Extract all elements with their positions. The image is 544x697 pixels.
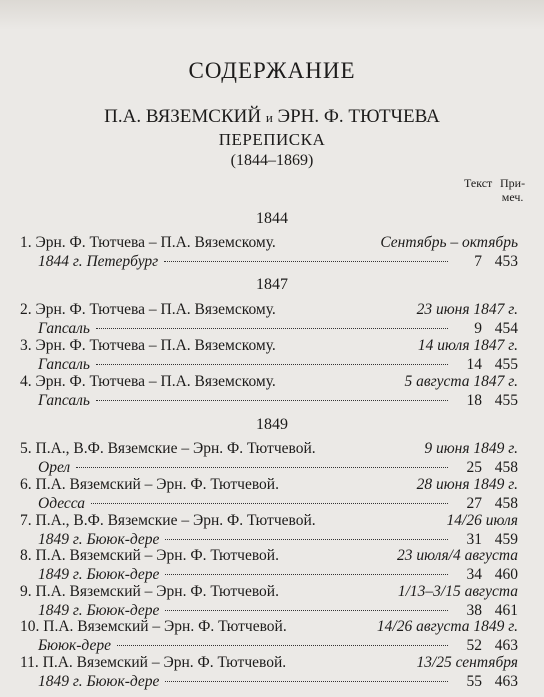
entry-date: 14/26 августа 1849 г. bbox=[376, 618, 518, 635]
dot-leader bbox=[165, 610, 448, 611]
entry-place: Одесса bbox=[38, 495, 86, 512]
authors-heading bbox=[0, 106, 544, 128]
dot-leader bbox=[96, 400, 448, 401]
dot-leader bbox=[165, 539, 448, 540]
dot-leader bbox=[96, 364, 448, 365]
entry-place: 1844 г. Петербург bbox=[38, 253, 159, 270]
text-page: 9 bbox=[474, 320, 482, 337]
year-heading: 1847 bbox=[256, 276, 288, 293]
section-years: (1844–1869) bbox=[230, 152, 314, 169]
column-head-notes-line2: меч. bbox=[501, 190, 524, 204]
column-head-text: Текст bbox=[464, 176, 493, 190]
column-head-notes-line1: При- bbox=[500, 176, 526, 190]
entry-text: 2. Эрн. Ф. Тютчева – П.А. Вяземскому. bbox=[20, 301, 276, 318]
entry-text: 6. П.А. Вяземский – Эрн. Ф. Тютчевой. bbox=[20, 476, 279, 493]
dot-leader bbox=[164, 261, 448, 262]
entry-text: 7. П.А., В.Ф. Вяземские – Эрн. Ф. Тютчевой. bbox=[20, 512, 316, 529]
text-page: 38 bbox=[466, 602, 482, 619]
note-page: 463 bbox=[494, 637, 518, 654]
note-page: 459 bbox=[494, 531, 518, 548]
dot-leader bbox=[165, 681, 448, 682]
entry-place: Гапсаль bbox=[38, 320, 90, 337]
toc-entry bbox=[20, 475, 518, 513]
year-heading: 1849 bbox=[256, 416, 288, 433]
toc-entry bbox=[20, 617, 518, 655]
entry-date: 23 июня 1847 г. bbox=[416, 301, 518, 318]
note-page: 453 bbox=[494, 253, 518, 270]
column-head-notes bbox=[500, 176, 525, 204]
note-page: 458 bbox=[494, 495, 518, 512]
toc-entry bbox=[20, 511, 518, 549]
entry-text: 8. П.А. Вяземский – Эрн. Ф. Тютчевой. bbox=[20, 547, 279, 564]
entry-place: 1849 г. Бююк-дере bbox=[38, 531, 160, 548]
dot-leader bbox=[165, 574, 448, 575]
entry-date: Сентябрь – октябрь bbox=[380, 234, 518, 251]
note-page: 460 bbox=[494, 566, 518, 583]
author-tyutcheva: ЭРН. Ф. ТЮТЧЕВА bbox=[277, 106, 440, 127]
entry-place: Бююк-дере bbox=[38, 637, 111, 654]
dot-leader bbox=[117, 645, 448, 646]
author-vyazemsky: П.А. ВЯЗЕМСКИЙ bbox=[104, 106, 262, 127]
text-page: 34 bbox=[466, 566, 482, 583]
previous-page-bleed bbox=[0, 0, 544, 30]
note-page: 463 bbox=[494, 673, 518, 690]
entry-text: 1. Эрн. Ф. Тютчева – П.А. Вяземскому. bbox=[20, 234, 276, 251]
note-page: 455 bbox=[494, 356, 518, 373]
entry-place: 1849 г. Бююк-дере bbox=[38, 602, 160, 619]
entry-place: Гапсаль bbox=[38, 356, 90, 373]
entry-date: 28 июня 1849 г. bbox=[416, 476, 518, 493]
toc-entry bbox=[20, 439, 518, 477]
entry-date: 1/13–3/15 августа bbox=[397, 583, 518, 600]
toc-entry bbox=[20, 372, 518, 410]
entry-date: 13/25 сентября bbox=[416, 654, 518, 671]
text-page: 7 bbox=[474, 253, 482, 270]
entry-date: 14/26 июля bbox=[446, 512, 518, 529]
text-page: 25 bbox=[466, 459, 482, 476]
entry-place: Гапсаль bbox=[38, 392, 90, 409]
entry-text: 11. П.А. Вяземский – Эрн. Ф. Тютчевой. bbox=[20, 654, 287, 671]
entry-date: 9 июня 1849 г. bbox=[424, 440, 518, 457]
year-heading: 1844 bbox=[256, 210, 288, 227]
entry-place: 1849 г. Бююк-дере bbox=[38, 566, 160, 583]
note-page: 455 bbox=[494, 392, 518, 409]
entry-date: 5 августа 1847 г. bbox=[404, 373, 518, 390]
entry-text: 4. Эрн. Ф. Тютчева – П.А. Вяземскому. bbox=[20, 373, 276, 390]
author-conjunction: и bbox=[265, 110, 273, 125]
text-page: 55 bbox=[466, 673, 482, 690]
entry-text: 9. П.А. Вяземский – Эрн. Ф. Тютчевой. bbox=[20, 583, 279, 600]
note-page: 458 bbox=[494, 459, 518, 476]
toc-entry bbox=[20, 653, 518, 691]
note-page: 461 bbox=[494, 602, 518, 619]
text-page: 31 bbox=[466, 531, 482, 548]
entry-date: 14 июля 1847 г. bbox=[417, 337, 518, 354]
dot-leader bbox=[76, 467, 448, 468]
toc-entry bbox=[20, 546, 518, 584]
entry-text: 10. П.А. Вяземский – Эрн. Ф. Тютчевой. bbox=[20, 618, 287, 635]
toc-entry bbox=[20, 336, 518, 374]
text-page: 18 bbox=[466, 392, 482, 409]
page-title: СОДЕРЖАНИЕ bbox=[188, 58, 356, 83]
entry-text: 5. П.А., В.Ф. Вяземские – Эрн. Ф. Тютчевой. bbox=[20, 440, 316, 457]
entry-date: 23 июля/4 августа bbox=[397, 547, 518, 564]
dot-leader bbox=[96, 328, 448, 329]
toc-entry bbox=[20, 233, 518, 271]
section-heading: ПЕРЕПИСКА bbox=[218, 130, 326, 149]
note-page: 454 bbox=[494, 320, 518, 337]
entry-text: 3. Эрн. Ф. Тютчева – П.А. Вяземскому. bbox=[20, 337, 276, 354]
entry-place: 1849 г. Бююк-дере bbox=[38, 673, 160, 690]
dot-leader bbox=[91, 503, 448, 504]
toc-entry bbox=[20, 582, 518, 620]
entry-place: Орел bbox=[38, 459, 71, 476]
toc-entry bbox=[20, 300, 518, 338]
text-page: 52 bbox=[466, 637, 482, 654]
text-page: 27 bbox=[466, 495, 482, 512]
text-page: 14 bbox=[466, 356, 482, 373]
